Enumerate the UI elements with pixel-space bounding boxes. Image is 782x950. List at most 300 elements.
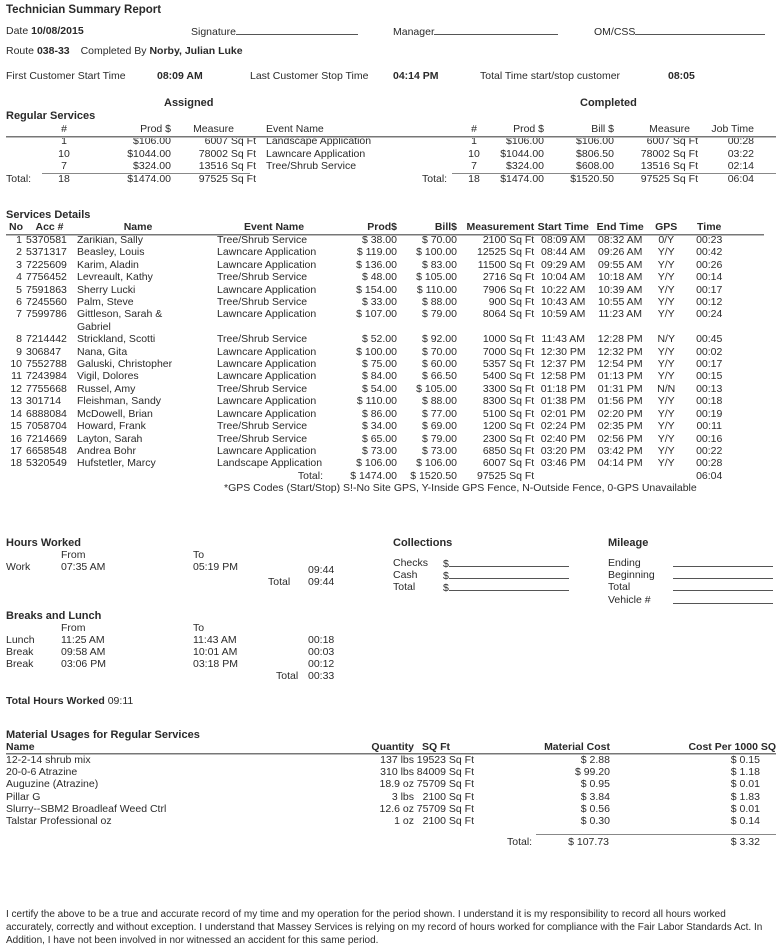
cell-time: 00:18	[696, 395, 723, 408]
break-duration: 00:03	[308, 646, 335, 658]
cell-time: 00:26	[696, 258, 723, 271]
job-time: 03:22	[727, 147, 754, 160]
manager-field	[393, 25, 558, 38]
mileage-title: Mileage	[608, 537, 649, 549]
cell-gps: Y/Y	[657, 457, 675, 470]
first-start-label: First Customer Start Time	[6, 70, 126, 82]
cell-acc: 7552788	[26, 358, 67, 371]
count: 7	[471, 160, 477, 173]
table-row	[6, 284, 734, 296]
first-start-value: 08:09 AM	[157, 70, 203, 82]
cell-gps: Y/Y	[657, 246, 675, 259]
completed-by-value: Norby, Julian Luke	[149, 45, 243, 57]
cell-acc: 7214442	[26, 333, 67, 346]
completed-by-label: Completed By	[80, 45, 147, 57]
prod: $1044.00	[127, 147, 171, 160]
cell-no: 3	[16, 258, 22, 271]
date-label: Date	[6, 25, 29, 37]
cell-acc: 7225609	[26, 258, 67, 271]
bill: $106.00	[576, 135, 614, 148]
cell-gps: Y/Y	[657, 308, 675, 321]
cell-event: Tree/Shrub Service	[217, 296, 308, 309]
table-row	[6, 754, 776, 766]
table-row	[422, 160, 754, 172]
cell-start: 02:40 PM	[540, 432, 586, 445]
total-bill: $ 1520.50	[410, 469, 457, 482]
cell-bill: $ 70.00	[421, 234, 457, 246]
event: Lawncare Application	[266, 147, 366, 160]
cell-cost: $ 0.56	[580, 802, 610, 815]
completed-heading: Completed	[580, 97, 637, 109]
signature-line[interactable]	[236, 25, 358, 35]
signature-field	[191, 25, 358, 38]
cell-name: Zarikian, Sally	[77, 234, 143, 246]
cell-event: Lawncare Application	[217, 407, 317, 420]
bill: $608.00	[576, 160, 614, 173]
route-value: 038-33	[36, 45, 70, 57]
cell-bill: $ 88.00	[421, 395, 457, 408]
cell-prod: $ 54.00	[361, 382, 397, 395]
cell-per1000: $ 0.01	[730, 778, 760, 791]
cell-bill: $ 83.00	[421, 258, 457, 271]
col-measure: Measure	[193, 123, 234, 135]
materials-total-per1000: $ 3.32	[730, 836, 760, 848]
col-job-time: Job Time	[711, 123, 754, 135]
table-row	[6, 457, 734, 469]
col-time: Time	[697, 221, 722, 233]
cell-gps: Y/Y	[657, 258, 675, 271]
cell-time: 00:23	[696, 234, 723, 246]
cell-name: Slurry--SBM2 Broadleaf Weed Ctrl	[6, 802, 167, 815]
beginning-input-line[interactable]	[673, 569, 773, 579]
materials-total-cost: $ 107.73	[568, 836, 609, 848]
cell-acc: 7756452	[26, 271, 67, 284]
services-details-title: Services Details	[6, 209, 91, 221]
cell-time: 00:14	[696, 271, 723, 284]
cell-cost: $ 99.20	[574, 766, 610, 779]
cell-start: 10:59 AM	[541, 308, 586, 321]
cell-time: 00:28	[696, 457, 723, 470]
cell-acc: 7599786	[26, 308, 67, 321]
divider	[42, 173, 250, 174]
cell-measurement: 3300 Sq Ft	[482, 382, 535, 395]
mileage-label: Total	[608, 581, 631, 593]
ending-input-line[interactable]	[673, 557, 773, 567]
bill: $806.50	[576, 147, 614, 160]
cell-acc: 306847	[26, 345, 62, 358]
total-label: Total:	[6, 172, 32, 185]
table-row	[6, 160, 384, 172]
job-time: 02:14	[727, 160, 754, 173]
gps-codes-note: *GPS Codes (Start/Stop) S!-No Site GPS, Y-Inside GPS Fence, N-Outside Fence, 0-GPS Unavailable	[224, 482, 697, 495]
cell-bill: $ 105.00	[416, 382, 457, 395]
cell-end: 02:20 PM	[597, 407, 643, 420]
breaks-title: Breaks and Lunch	[6, 610, 102, 622]
cell-gps: Y/Y	[657, 283, 675, 296]
assigned-table	[6, 123, 384, 185]
prod: $324.00	[506, 160, 544, 173]
last-stop-value: 04:14 PM	[393, 70, 439, 82]
total-measurement: 97525 Sq Ft	[477, 469, 535, 482]
col-sqft: SQ Ft	[422, 741, 450, 753]
omcss-label: OM/CSS	[594, 26, 636, 38]
divider	[536, 834, 776, 835]
cell-no: 8	[16, 333, 22, 346]
table-row	[6, 346, 734, 358]
table-row	[6, 408, 734, 420]
cell-prod: $ 154.00	[356, 283, 397, 296]
count: 10	[58, 147, 70, 160]
break-from: 03:06 PM	[61, 658, 106, 670]
measure: 13516 Sq Ft	[640, 160, 698, 173]
table-row	[6, 271, 734, 283]
cell-event: Lawncare Application	[217, 444, 317, 457]
cell-start: 10:04 AM	[541, 271, 586, 284]
last-stop-label: Last Customer Stop Time	[250, 70, 369, 82]
hours-total-label: Total	[268, 576, 291, 588]
cell-start: 08:09 AM	[541, 234, 586, 246]
currency-symbol: $	[443, 582, 449, 594]
cell-name: Vigil, Dolores	[77, 370, 139, 383]
table-row	[6, 333, 734, 345]
cell-end: 11:23 AM	[598, 308, 643, 321]
cell-quantity: 310 lbs	[380, 766, 414, 779]
cell-time: 00:17	[696, 283, 723, 296]
cell-bill: $ 66.50	[421, 370, 457, 383]
cell-cost: $ 3.84	[580, 790, 610, 803]
cell-acc: 301714	[26, 395, 62, 408]
col-name: Name	[6, 741, 35, 753]
cell-measurement: 1000 Sq Ft	[482, 333, 535, 346]
cell-name-line1: Gittleson, Sarah &	[77, 308, 163, 321]
cell-prod: $ 52.00	[361, 333, 397, 346]
cell-prod: $ 38.00	[361, 234, 397, 246]
measure: 97525 Sq Ft	[198, 172, 256, 185]
total-hours-worked	[6, 695, 133, 707]
work-duration: 09:44	[308, 564, 335, 576]
cell-start: 12:37 PM	[540, 358, 586, 371]
vehicle-input-line[interactable]	[673, 594, 773, 604]
cell-acc: 7058704	[26, 420, 67, 433]
cell-prod: $ 107.00	[356, 308, 397, 321]
prod: $106.00	[133, 135, 171, 148]
cell-measurement: 5400 Sq Ft	[482, 370, 535, 383]
col-prod: Prod $	[513, 123, 544, 135]
mileage-label: Vehicle #	[608, 594, 651, 606]
cell-end: 12:54 PM	[597, 358, 643, 371]
cell-acc: 5371317	[26, 246, 67, 259]
cell-end: 12:32 PM	[597, 345, 643, 358]
cell-start: 12:58 PM	[540, 370, 586, 383]
cell-prod: $ 33.00	[361, 296, 397, 309]
col-bill: Bill $	[591, 123, 614, 135]
table-row	[6, 778, 776, 790]
cell-start: 08:44 AM	[541, 246, 586, 259]
col-bill: Bill$	[434, 221, 457, 233]
cell-name: Palm, Steve	[77, 296, 134, 309]
cell-name: Andrea Bohr	[77, 444, 136, 457]
prod: $1474.00	[500, 172, 544, 185]
cell-gps: Y/Y	[657, 370, 675, 383]
cell-no: 14	[10, 407, 22, 420]
assigned-header-row	[6, 123, 384, 135]
cell-no: 4	[16, 271, 22, 284]
table-row	[6, 420, 734, 432]
completed-header-row	[422, 123, 754, 135]
cell-time: 00:24	[696, 308, 723, 321]
omcss-field	[594, 25, 765, 38]
cell-event: Lawncare Application	[217, 345, 317, 358]
cell-bill: $ 79.00	[421, 308, 457, 321]
cell-end: 02:56 PM	[597, 432, 643, 445]
route-field	[6, 45, 243, 57]
cell-acc: 6888084	[26, 407, 67, 420]
break-duration: 00:12	[308, 658, 335, 670]
collections-label: Cash	[393, 569, 418, 581]
col-name: Name	[123, 221, 153, 233]
col-prod: Prod$	[367, 221, 397, 233]
currency-symbol: $	[443, 570, 449, 582]
cell-acc: 6658548	[26, 444, 67, 457]
cell-prod: $ 119.00	[356, 246, 397, 259]
cash-input-line[interactable]	[449, 569, 569, 579]
cell-no: 6	[16, 296, 22, 309]
cell-measurement: 12525 Sq Ft	[477, 246, 535, 259]
table-row	[6, 383, 734, 395]
col-end: End Time	[596, 221, 644, 233]
report-title: Technician Summary Report	[6, 4, 162, 16]
cell-end: 10:18 AM	[598, 271, 643, 284]
cell-event: Tree/Shrub Service	[217, 420, 308, 433]
prod: $106.00	[506, 135, 544, 148]
measure: 78002 Sq Ft	[640, 147, 698, 160]
table-row	[6, 803, 776, 815]
cell-time: 00:16	[696, 432, 723, 445]
cell-measurement: 2716 Sq Ft	[482, 271, 535, 284]
cell-measurement: 5100 Sq Ft	[482, 407, 535, 420]
cell-gps: Y/Y	[657, 345, 675, 358]
total-row	[6, 173, 384, 185]
cell-gps: Y/Y	[657, 407, 675, 420]
cell-acc: 5370581	[26, 234, 67, 246]
divider	[390, 136, 776, 138]
cell-event: Landscape Application	[217, 457, 323, 470]
measure: 6007 Sq Ft	[646, 135, 698, 148]
table-row	[422, 148, 754, 160]
cell-name: Nana, Gita	[77, 345, 128, 358]
hours-worked-title: Hours Worked	[6, 537, 81, 549]
cell-per1000: $ 0.01	[730, 802, 760, 815]
cell-bill: $ 92.00	[421, 333, 457, 346]
count: 18	[468, 172, 480, 185]
break-type: Break	[6, 646, 34, 658]
measure: 78002 Sq Ft	[198, 147, 256, 160]
collections-total-input-line[interactable]	[449, 581, 569, 591]
break-from: 09:58 AM	[61, 646, 106, 658]
cell-prod: $ 136.00	[356, 258, 397, 271]
cell-gps: Y/Y	[657, 395, 675, 408]
cell-end: 09:26 AM	[598, 246, 643, 259]
cell-measurement: 2100 Sq Ft	[482, 234, 535, 246]
collections-field	[443, 581, 569, 594]
breaks-total-label: Total	[276, 670, 299, 682]
services-details-table	[6, 221, 734, 495]
divider	[6, 753, 776, 755]
cell-prod: $ 48.00	[361, 271, 397, 284]
cell-bill: $ 77.00	[421, 407, 457, 420]
completed-table	[422, 123, 754, 185]
cell-start: 11:43 AM	[541, 333, 586, 346]
table-row	[6, 791, 776, 803]
cell-event: Lawncare Application	[217, 258, 317, 271]
cell-prod: $ 73.00	[361, 444, 397, 457]
cell-start: 12:30 PM	[540, 345, 586, 358]
count: 18	[58, 172, 70, 185]
cell-time: 00:45	[696, 333, 723, 346]
count: 7	[61, 160, 67, 173]
cell-prod: $ 110.00	[356, 395, 397, 408]
cell-sqft: 75709 Sq Ft	[416, 802, 474, 815]
cell-no: 2	[16, 246, 22, 259]
cell-sqft: 19523 Sq Ft	[416, 754, 474, 766]
col-no: No	[9, 221, 23, 233]
break-from: 11:25 AM	[61, 634, 105, 646]
cell-start: 02:01 PM	[540, 407, 586, 420]
cell-name: Howard, Frank	[77, 420, 146, 433]
cell-measurement: 2300 Sq Ft	[482, 432, 535, 445]
total-label: Total:	[297, 469, 323, 482]
cell-sqft: 2100 Sq Ft	[422, 815, 474, 828]
divider	[393, 234, 764, 236]
cell-bill: $ 70.00	[421, 345, 457, 358]
total-time: 06:04	[696, 469, 723, 482]
cell-sqft: 84009 Sq Ft	[416, 766, 474, 779]
route-label: Route	[6, 45, 35, 57]
table-row	[6, 296, 734, 308]
cell-no: 9	[16, 345, 22, 358]
cell-event: Lawncare Application	[217, 246, 317, 259]
cell-gps: Y/Y	[657, 296, 675, 309]
services-header-row	[6, 221, 734, 234]
cell-gps: 0/Y	[658, 234, 675, 246]
table-row	[6, 358, 734, 370]
bill: $1520.50	[570, 172, 614, 185]
cell-measurement: 5357 Sq Ft	[482, 358, 535, 371]
checks-input-line[interactable]	[449, 557, 569, 567]
cell-name: Talstar Professional oz	[6, 815, 112, 828]
cell-event: Lawncare Application	[217, 358, 317, 371]
cell-measurement: 6850 Sq Ft	[482, 444, 535, 457]
cell-measurement: 1200 Sq Ft	[482, 420, 535, 433]
total-time-value: 08:05	[668, 70, 695, 82]
cell-prod: $ 106.00	[356, 457, 397, 470]
cell-no: 7	[16, 308, 22, 321]
cell-bill: $ 73.00	[421, 444, 457, 457]
manager-label: Manager	[393, 26, 435, 38]
cell-end: 09:55 AM	[598, 258, 643, 271]
cell-per1000: $ 1.18	[730, 766, 760, 779]
divider	[452, 173, 776, 174]
prod: $324.00	[133, 160, 171, 173]
break-type: Break	[6, 658, 34, 670]
cell-start: 10:22 AM	[541, 283, 586, 296]
cell-measurement: 8064 Sq Ft	[482, 308, 535, 321]
cell-quantity: 1 oz	[394, 815, 414, 828]
prod: $1044.00	[500, 147, 544, 160]
cell-prod: $ 86.00	[361, 407, 397, 420]
cell-event: Tree/Shrub Service	[217, 234, 308, 246]
table-row	[6, 148, 384, 160]
cell-end: 08:32 AM	[598, 234, 643, 246]
cell-no: 10	[10, 358, 22, 371]
cell-gps: Y/Y	[657, 444, 675, 457]
cell-start: 10:43 AM	[541, 296, 586, 309]
cell-time: 00:15	[696, 370, 723, 383]
cell-no: 18	[10, 457, 22, 470]
cell-time: 00:02	[696, 345, 723, 358]
total-label: Total:	[422, 172, 448, 185]
cell-quantity: 3 lbs	[391, 790, 414, 803]
cell-quantity: 12.6 oz	[379, 802, 414, 815]
cell-prod: $ 65.00	[361, 432, 397, 445]
cell-bill: $ 105.00	[416, 271, 457, 284]
cell-cost: $ 0.30	[580, 815, 610, 828]
cell-measurement: 8300 Sq Ft	[482, 395, 535, 408]
cell-cost: $ 2.88	[580, 754, 610, 766]
cell-end: 10:55 AM	[598, 296, 643, 309]
cell-acc: 7214669	[26, 432, 67, 445]
col-count: #	[471, 123, 477, 135]
omcss-line[interactable]	[635, 25, 765, 35]
cell-end: 01:13 PM	[597, 370, 643, 383]
cell-event: Lawncare Application	[217, 370, 317, 383]
work-from: 07:35 AM	[61, 561, 106, 573]
cell-time: 00:19	[696, 407, 723, 420]
certification-text: I certify the above to be a true and accurate record of my time and my operation for the period shown. I understand it is my responsibility to record all hours worked accurately, correctly and without exception. I understand that Massey Services is relying on my record of hours worked for compliance with the Fair Labor Standards Act. In Addition, I have not been involved in nor witnessed an accident for this same period.	[6, 909, 763, 946]
cell-name: Russel, Amy	[77, 382, 136, 395]
cell-name	[73, 308, 203, 333]
cell-acc: 7243984	[26, 370, 67, 383]
cell-bill: $ 79.00	[421, 432, 457, 445]
col-gps: GPS	[655, 221, 678, 233]
cell-gps: Y/Y	[657, 432, 675, 445]
work-to: 05:19 PM	[193, 561, 238, 573]
cell-end: 04:14 PM	[597, 457, 643, 470]
col-measurement: Measurement	[466, 221, 535, 233]
cell-end: 10:39 AM	[598, 283, 643, 296]
col-cost-per-1000: Cost Per 1000 SQ	[688, 741, 776, 753]
cell-prod: $ 84.00	[361, 370, 397, 383]
regular-services-title: Regular Services	[6, 110, 96, 122]
date-field	[6, 25, 84, 37]
table-row	[6, 259, 734, 271]
cell-quantity: 18.9 oz	[379, 778, 414, 791]
job-time: 06:04	[727, 172, 754, 185]
total-row	[6, 470, 734, 482]
mileage-total-input-line[interactable]	[673, 581, 773, 591]
manager-line[interactable]	[434, 25, 558, 35]
col-count: #	[61, 123, 67, 135]
cell-time: 00:13	[696, 382, 723, 395]
cell-measurement: 11500 Sq Ft	[477, 258, 535, 271]
cell-name-line2: Gabriel	[77, 320, 111, 333]
cell-event: Lawncare Application	[217, 283, 317, 296]
event: Tree/Shrub Service	[266, 160, 357, 173]
break-to: 11:43 AM	[193, 634, 237, 646]
breaks-from-label: From	[61, 622, 86, 634]
cell-per1000: $ 0.14	[730, 815, 760, 828]
break-type: Lunch	[6, 634, 35, 646]
